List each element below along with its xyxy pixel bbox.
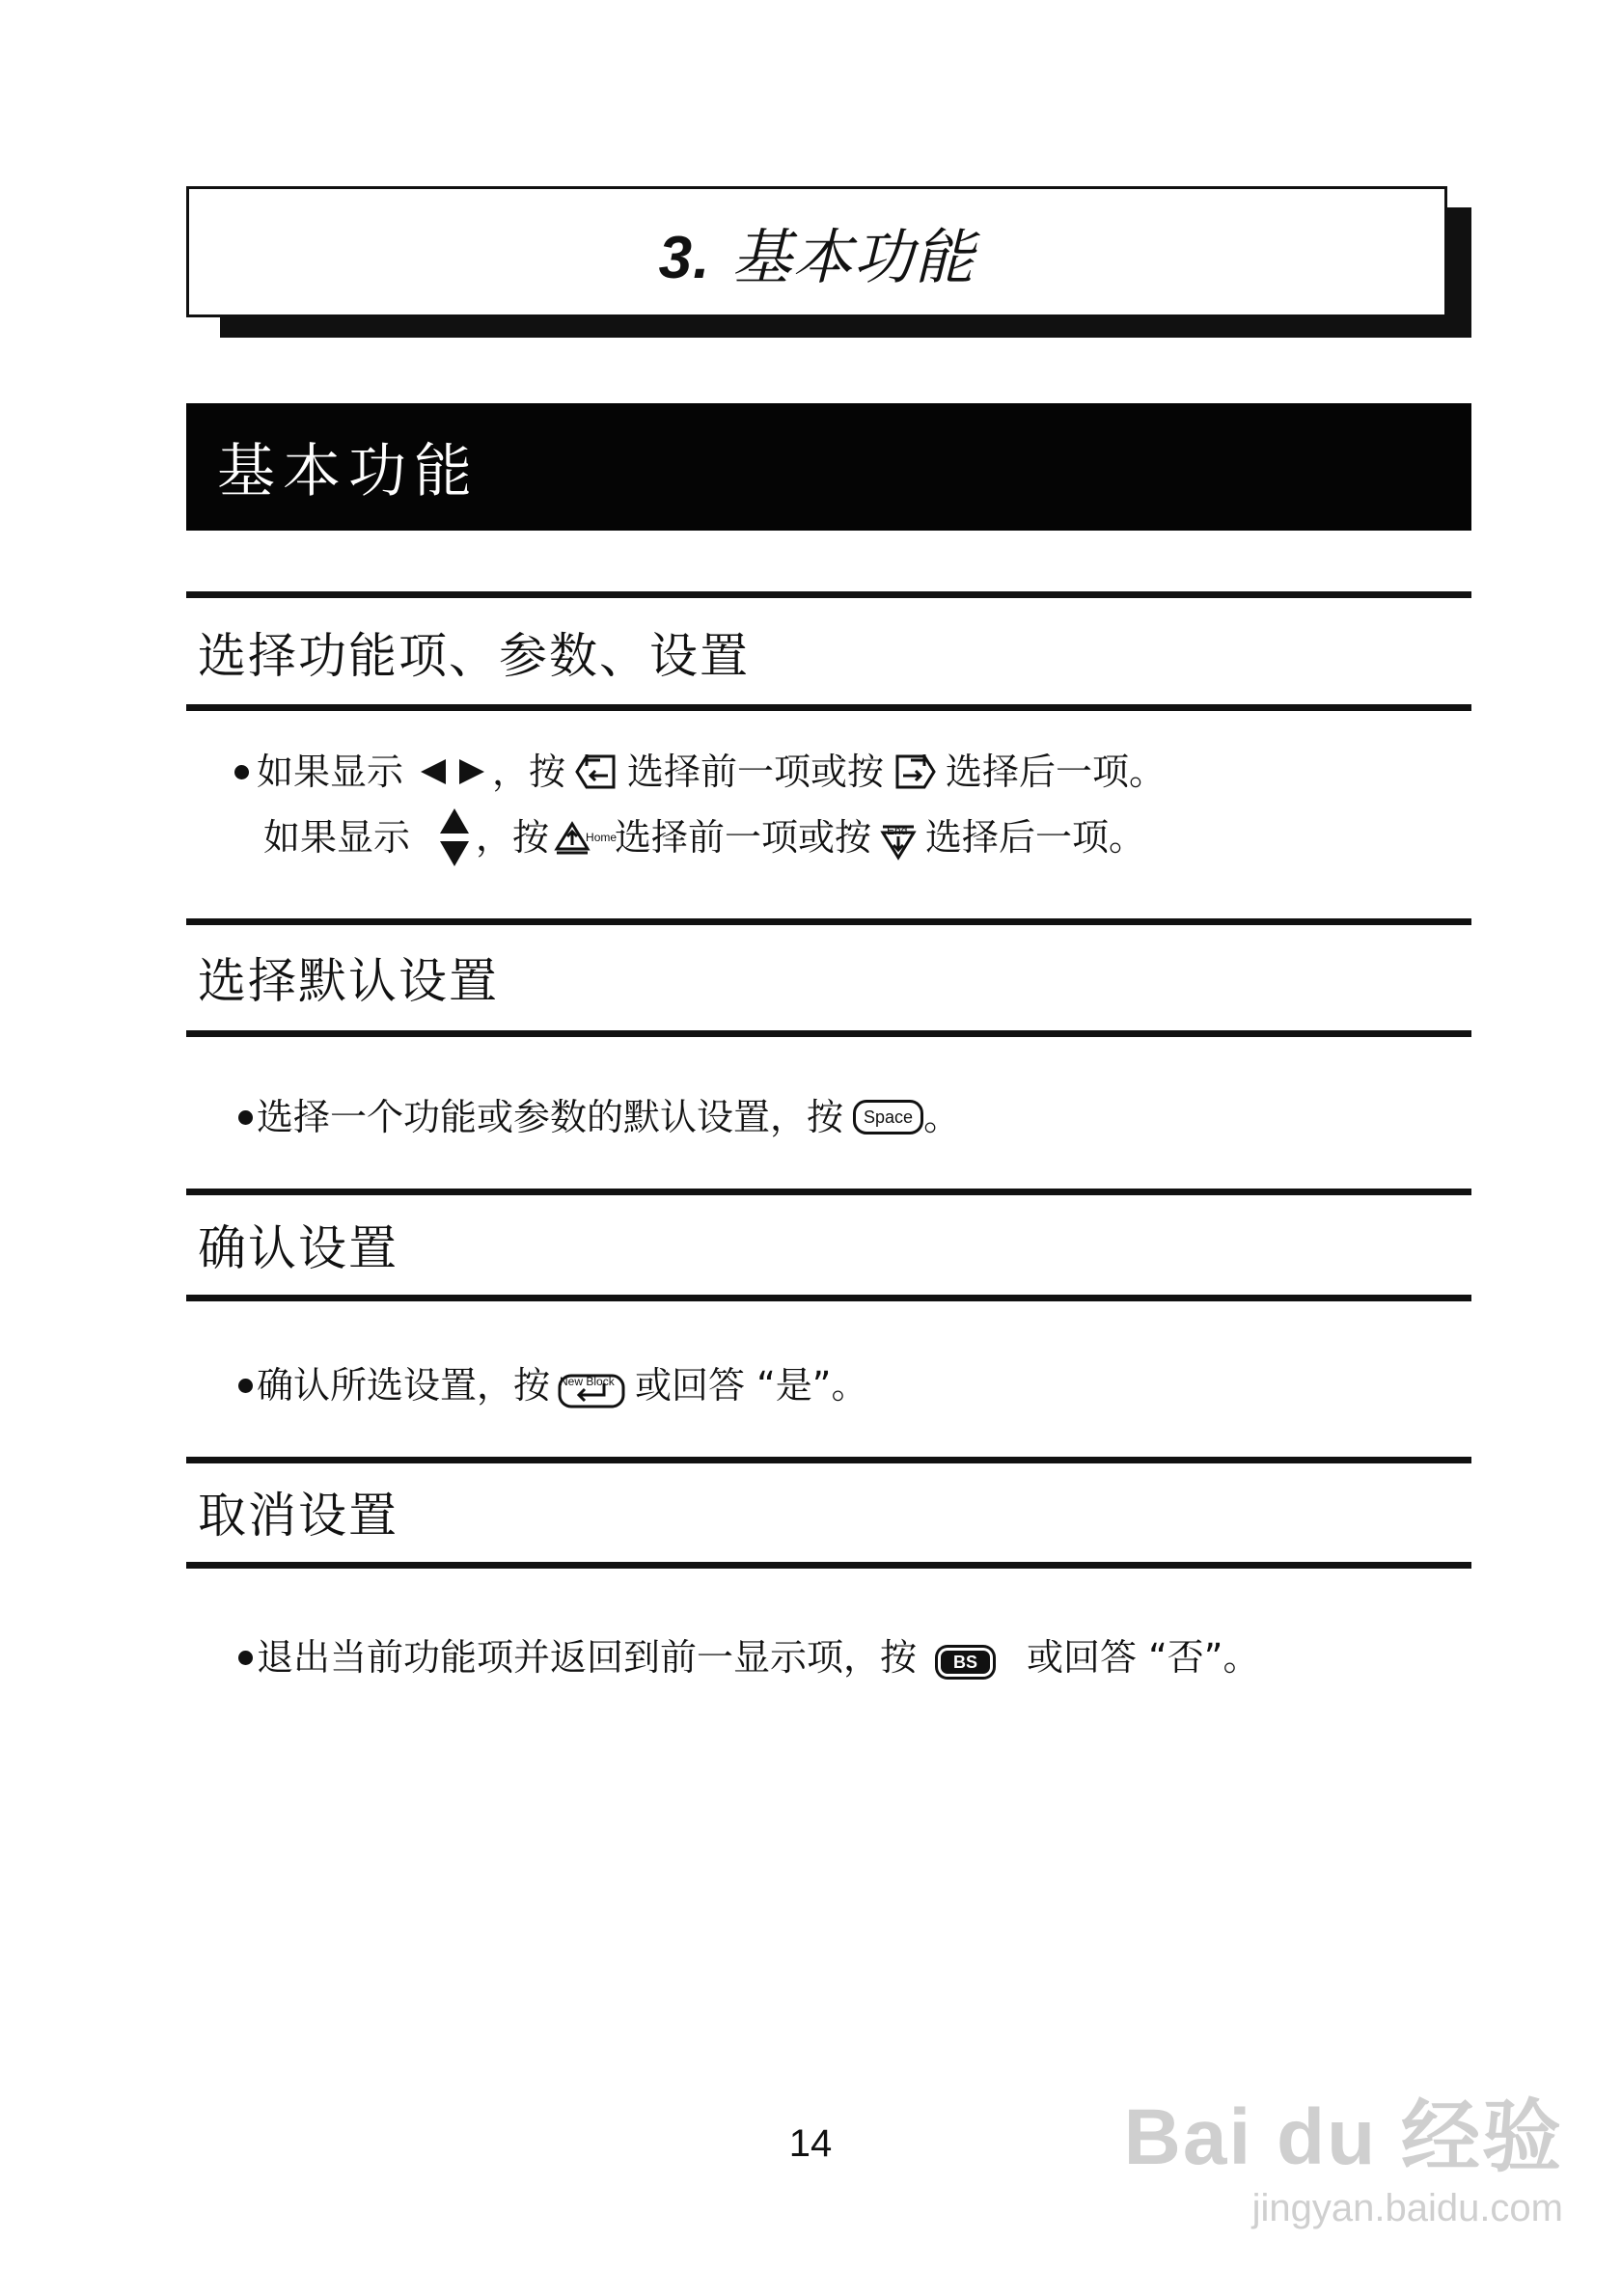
up-down-arrows-icon <box>439 808 470 866</box>
watermark-brand: Bai du 经验 <box>1123 2093 1563 2181</box>
instruction-text: 如果显示 <box>257 751 404 793</box>
instruction-text: 选择后一项。 <box>925 816 1146 859</box>
bs-key: BS <box>938 1648 993 1677</box>
page-number: 14 <box>788 2122 833 2165</box>
instruction-line <box>263 808 1145 866</box>
section-banner-title: 基本功能 <box>217 438 480 506</box>
home-key-label: Home <box>586 831 618 844</box>
instruction-text: 或回答 “否”。 <box>1027 1636 1260 1679</box>
instruction-text: 如果显示 <box>263 816 411 859</box>
section-rule-bottom <box>186 1295 1471 1301</box>
page-right-key-icon <box>892 751 938 793</box>
end-key-icon <box>879 813 918 861</box>
instruction-text: 选择一个功能或参数的默认设置，按 <box>257 1096 844 1138</box>
instruction-text: 选择后一项。 <box>946 751 1167 793</box>
instruction-line <box>238 1630 1259 1684</box>
subsection-title: 选择默认设置 <box>198 953 499 1009</box>
instruction-text: 或回答 “是”。 <box>635 1364 868 1407</box>
subsection-title: 取消设置 <box>198 1488 398 1544</box>
bullet-icon <box>238 1651 253 1665</box>
section-rule-bottom <box>186 1562 1471 1569</box>
instruction-text: 退出当前功能项并返回到前一显示项，按 <box>257 1636 918 1679</box>
page-left-key-icon <box>573 751 619 793</box>
left-right-arrows-icon <box>421 757 484 786</box>
section-rule-bottom <box>186 1030 1471 1037</box>
section-rule-top <box>186 1189 1471 1195</box>
clear-bs-key-icon <box>938 1630 1005 1684</box>
section-rule-top <box>186 1457 1471 1463</box>
new-block-key-icon <box>558 1360 627 1410</box>
watermark-url: jingyan.baidu.com <box>1251 2187 1563 2229</box>
chapter-header <box>186 186 1447 317</box>
chapter-title <box>659 209 975 295</box>
instruction-line <box>238 1360 867 1410</box>
new-block-key-label: New Block <box>560 1375 615 1388</box>
instruction-line <box>238 1092 960 1142</box>
instruction-text: 选择前一项或按 <box>615 816 872 859</box>
section-rule-bottom <box>186 704 1471 711</box>
section-rule-top <box>186 591 1471 598</box>
chapter-number: 3. <box>658 224 711 291</box>
section-banner <box>186 403 1471 531</box>
instruction-text: 确认所选设置，按 <box>257 1364 551 1407</box>
instruction-line <box>234 747 1166 797</box>
instruction-text: ，按 <box>492 751 566 793</box>
bullet-icon <box>238 1379 253 1393</box>
instruction-text: 选择前一项或按 <box>627 751 885 793</box>
baidu-watermark <box>1124 2074 1563 2230</box>
section-rule-top <box>186 918 1471 925</box>
bullet-icon <box>234 765 249 779</box>
end-key-label: End <box>887 824 908 837</box>
instruction-text: ，按 <box>476 816 550 859</box>
space-key: Space <box>853 1100 923 1134</box>
chapter-title-text: 基本功能 <box>731 221 975 292</box>
home-key-icon <box>553 816 618 859</box>
subsection-title: 确认设置 <box>198 1220 398 1276</box>
subsection-title: 选择功能项、参数、设置 <box>198 628 750 684</box>
bullet-icon <box>238 1110 253 1125</box>
instruction-text: 。 <box>923 1096 961 1138</box>
